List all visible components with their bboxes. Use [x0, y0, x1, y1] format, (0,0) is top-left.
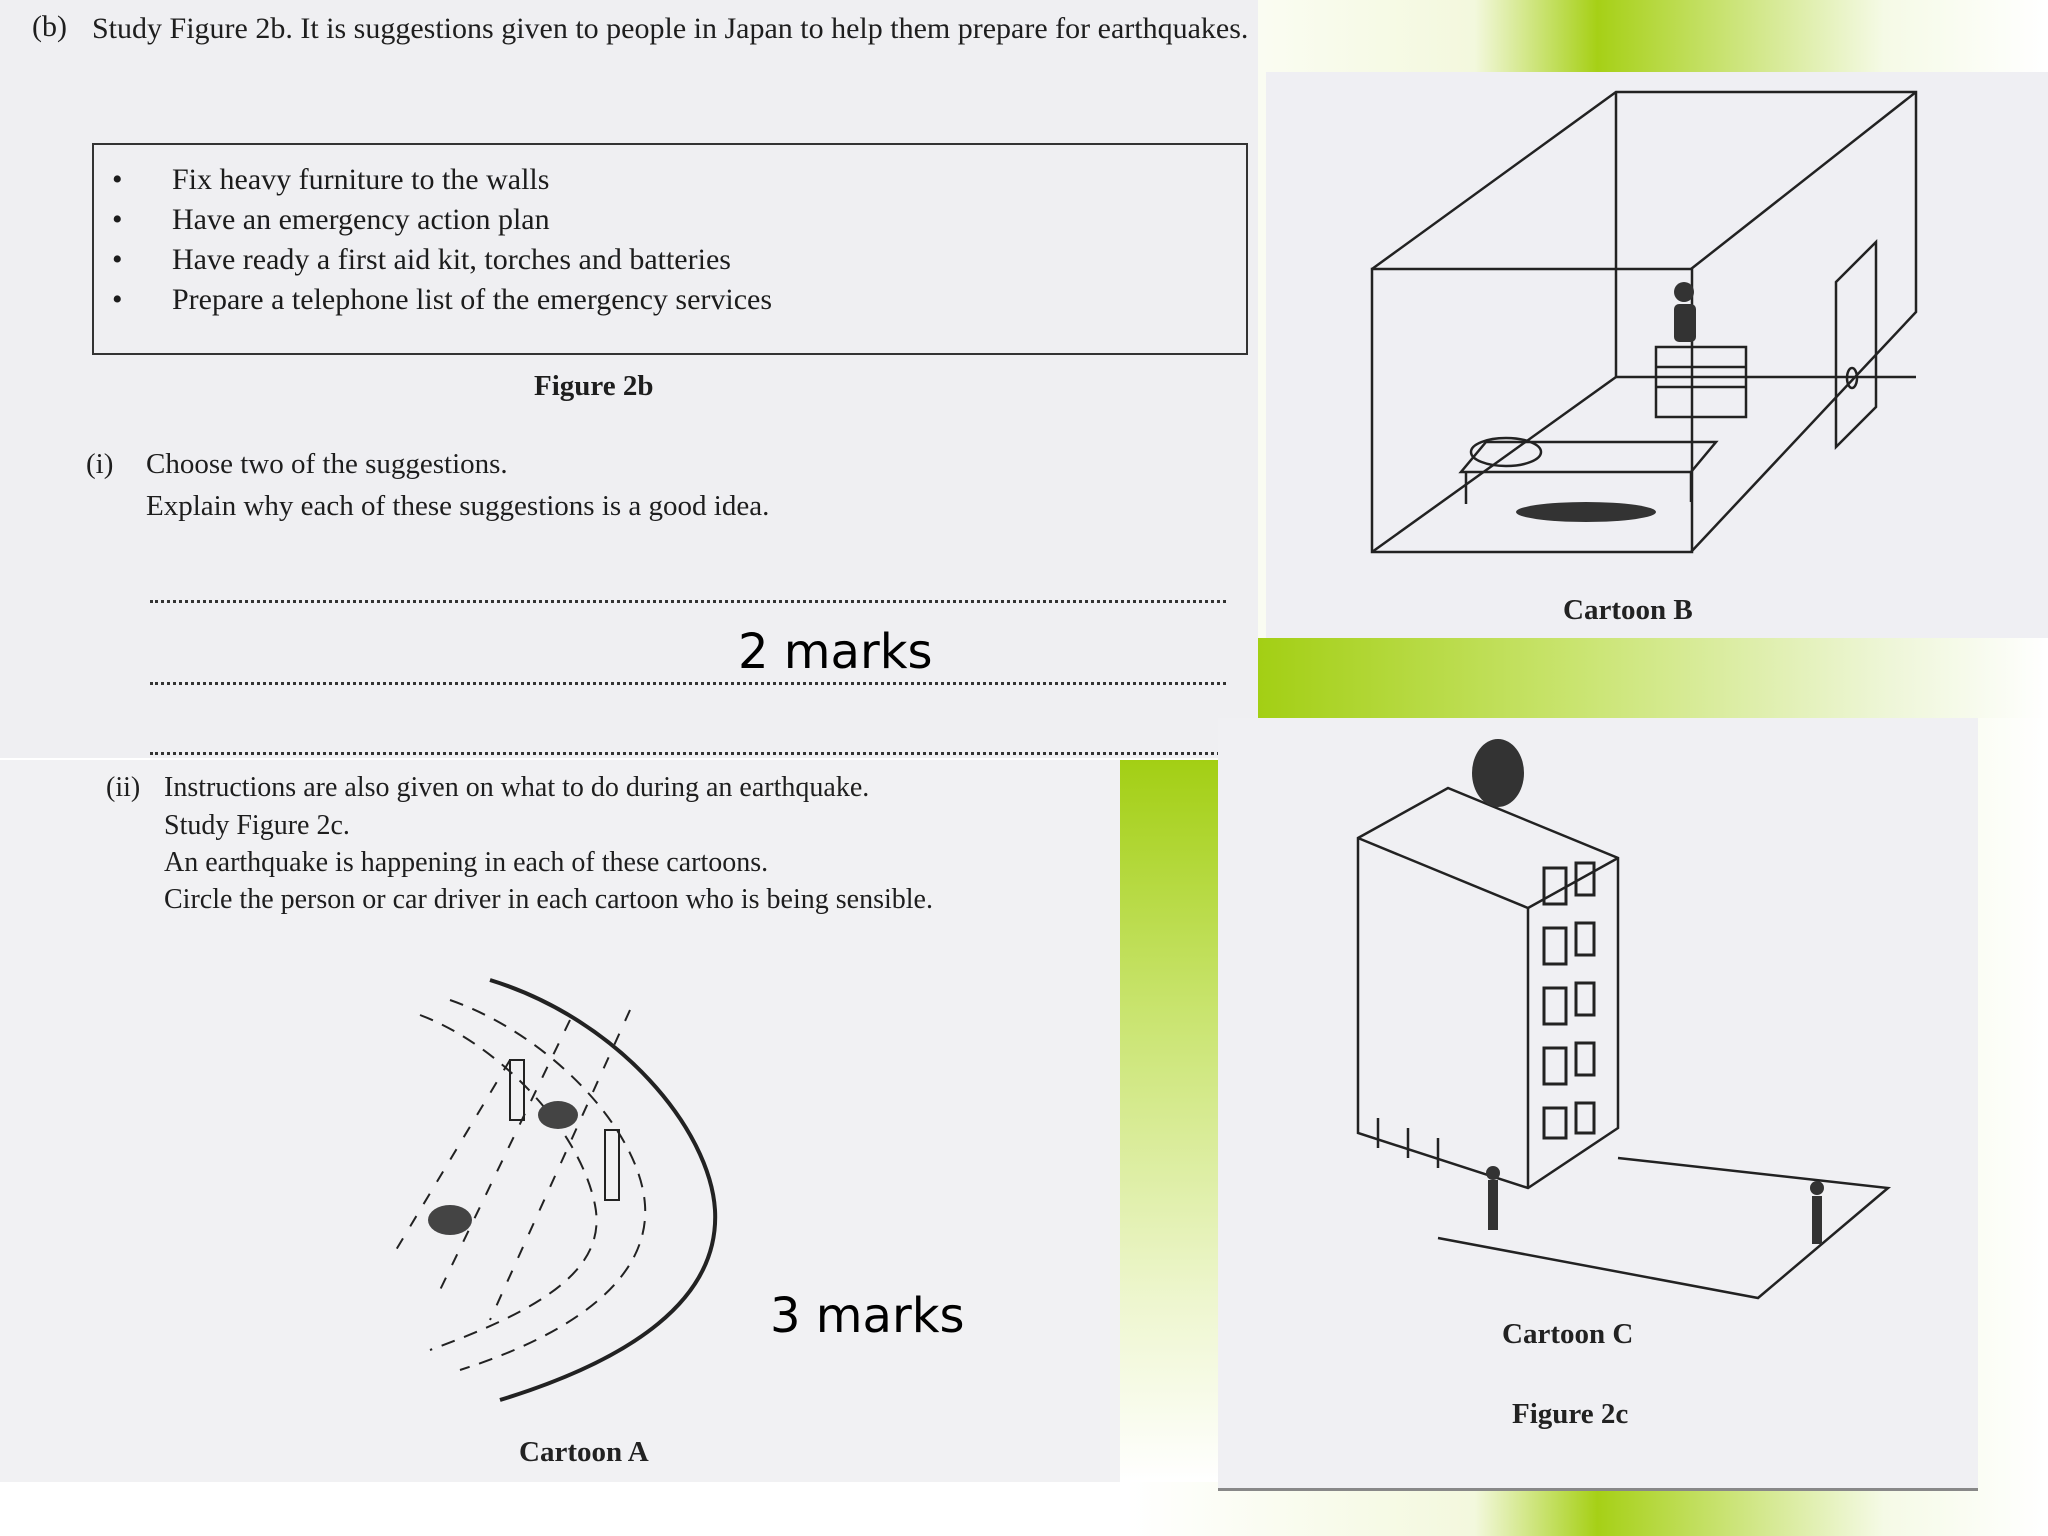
- answer-line[interactable]: [150, 752, 1226, 755]
- part-ii-label: (ii): [106, 772, 141, 803]
- cartoon-b-bedroom-drawing: [1266, 72, 2048, 638]
- part-i-instruction: Choose two of the suggestions.: [146, 448, 508, 480]
- green-accent-strip: [1120, 760, 1218, 1482]
- question-label: (b): [32, 10, 67, 43]
- marks-label-i: 2 marks: [738, 624, 933, 680]
- figure-2c-caption: Figure 2c: [1512, 1398, 1629, 1430]
- suggestion-item: • Fix heavy furniture to the walls: [110, 160, 772, 200]
- cartoon-b-caption: Cartoon B: [1563, 594, 1693, 626]
- cartoon-c-building-drawing: [1218, 718, 1978, 1318]
- part-ii-line: Study Figure 2c.: [164, 810, 350, 841]
- cartoon-c-caption: Cartoon C: [1502, 1318, 1634, 1350]
- bullet-icon: •: [112, 283, 123, 316]
- part-i-explain: Explain why each of these suggestions is a good idea.: [146, 490, 770, 522]
- part-i-label: (i): [86, 448, 114, 480]
- part-ii-line: Instructions are also given on what to do during an earthquake.: [164, 772, 870, 803]
- suggestion-item: • Prepare a telephone list of the emergency services: [110, 280, 772, 320]
- marks-label-ii: 3 marks: [770, 1288, 965, 1344]
- answer-line[interactable]: [150, 682, 1226, 685]
- question-intro: Study Figure 2b. It is suggestions given to people in Japan to help them prepare for earthquakes.: [92, 12, 1249, 45]
- cartoon-a-caption: Cartoon A: [519, 1436, 649, 1468]
- part-ii-line: An earthquake is happening in each of these cartoons.: [164, 847, 769, 878]
- bullet-icon: •: [112, 243, 123, 276]
- suggestion-item: • Have an emergency action plan: [110, 200, 772, 240]
- bullet-icon: •: [112, 163, 123, 196]
- green-accent-band: [1258, 638, 2048, 718]
- cartoon-a-motorway-drawing: [380, 960, 740, 1420]
- suggestions-list: [110, 160, 772, 320]
- answer-line[interactable]: [150, 600, 1226, 603]
- suggestion-item: • Have ready a first aid kit, torches and batteries: [110, 240, 772, 280]
- figure-2b-caption: Figure 2b: [534, 370, 654, 402]
- part-ii-line: Circle the person or car driver in each cartoon who is being sensible.: [164, 884, 933, 915]
- bullet-icon: •: [112, 203, 123, 236]
